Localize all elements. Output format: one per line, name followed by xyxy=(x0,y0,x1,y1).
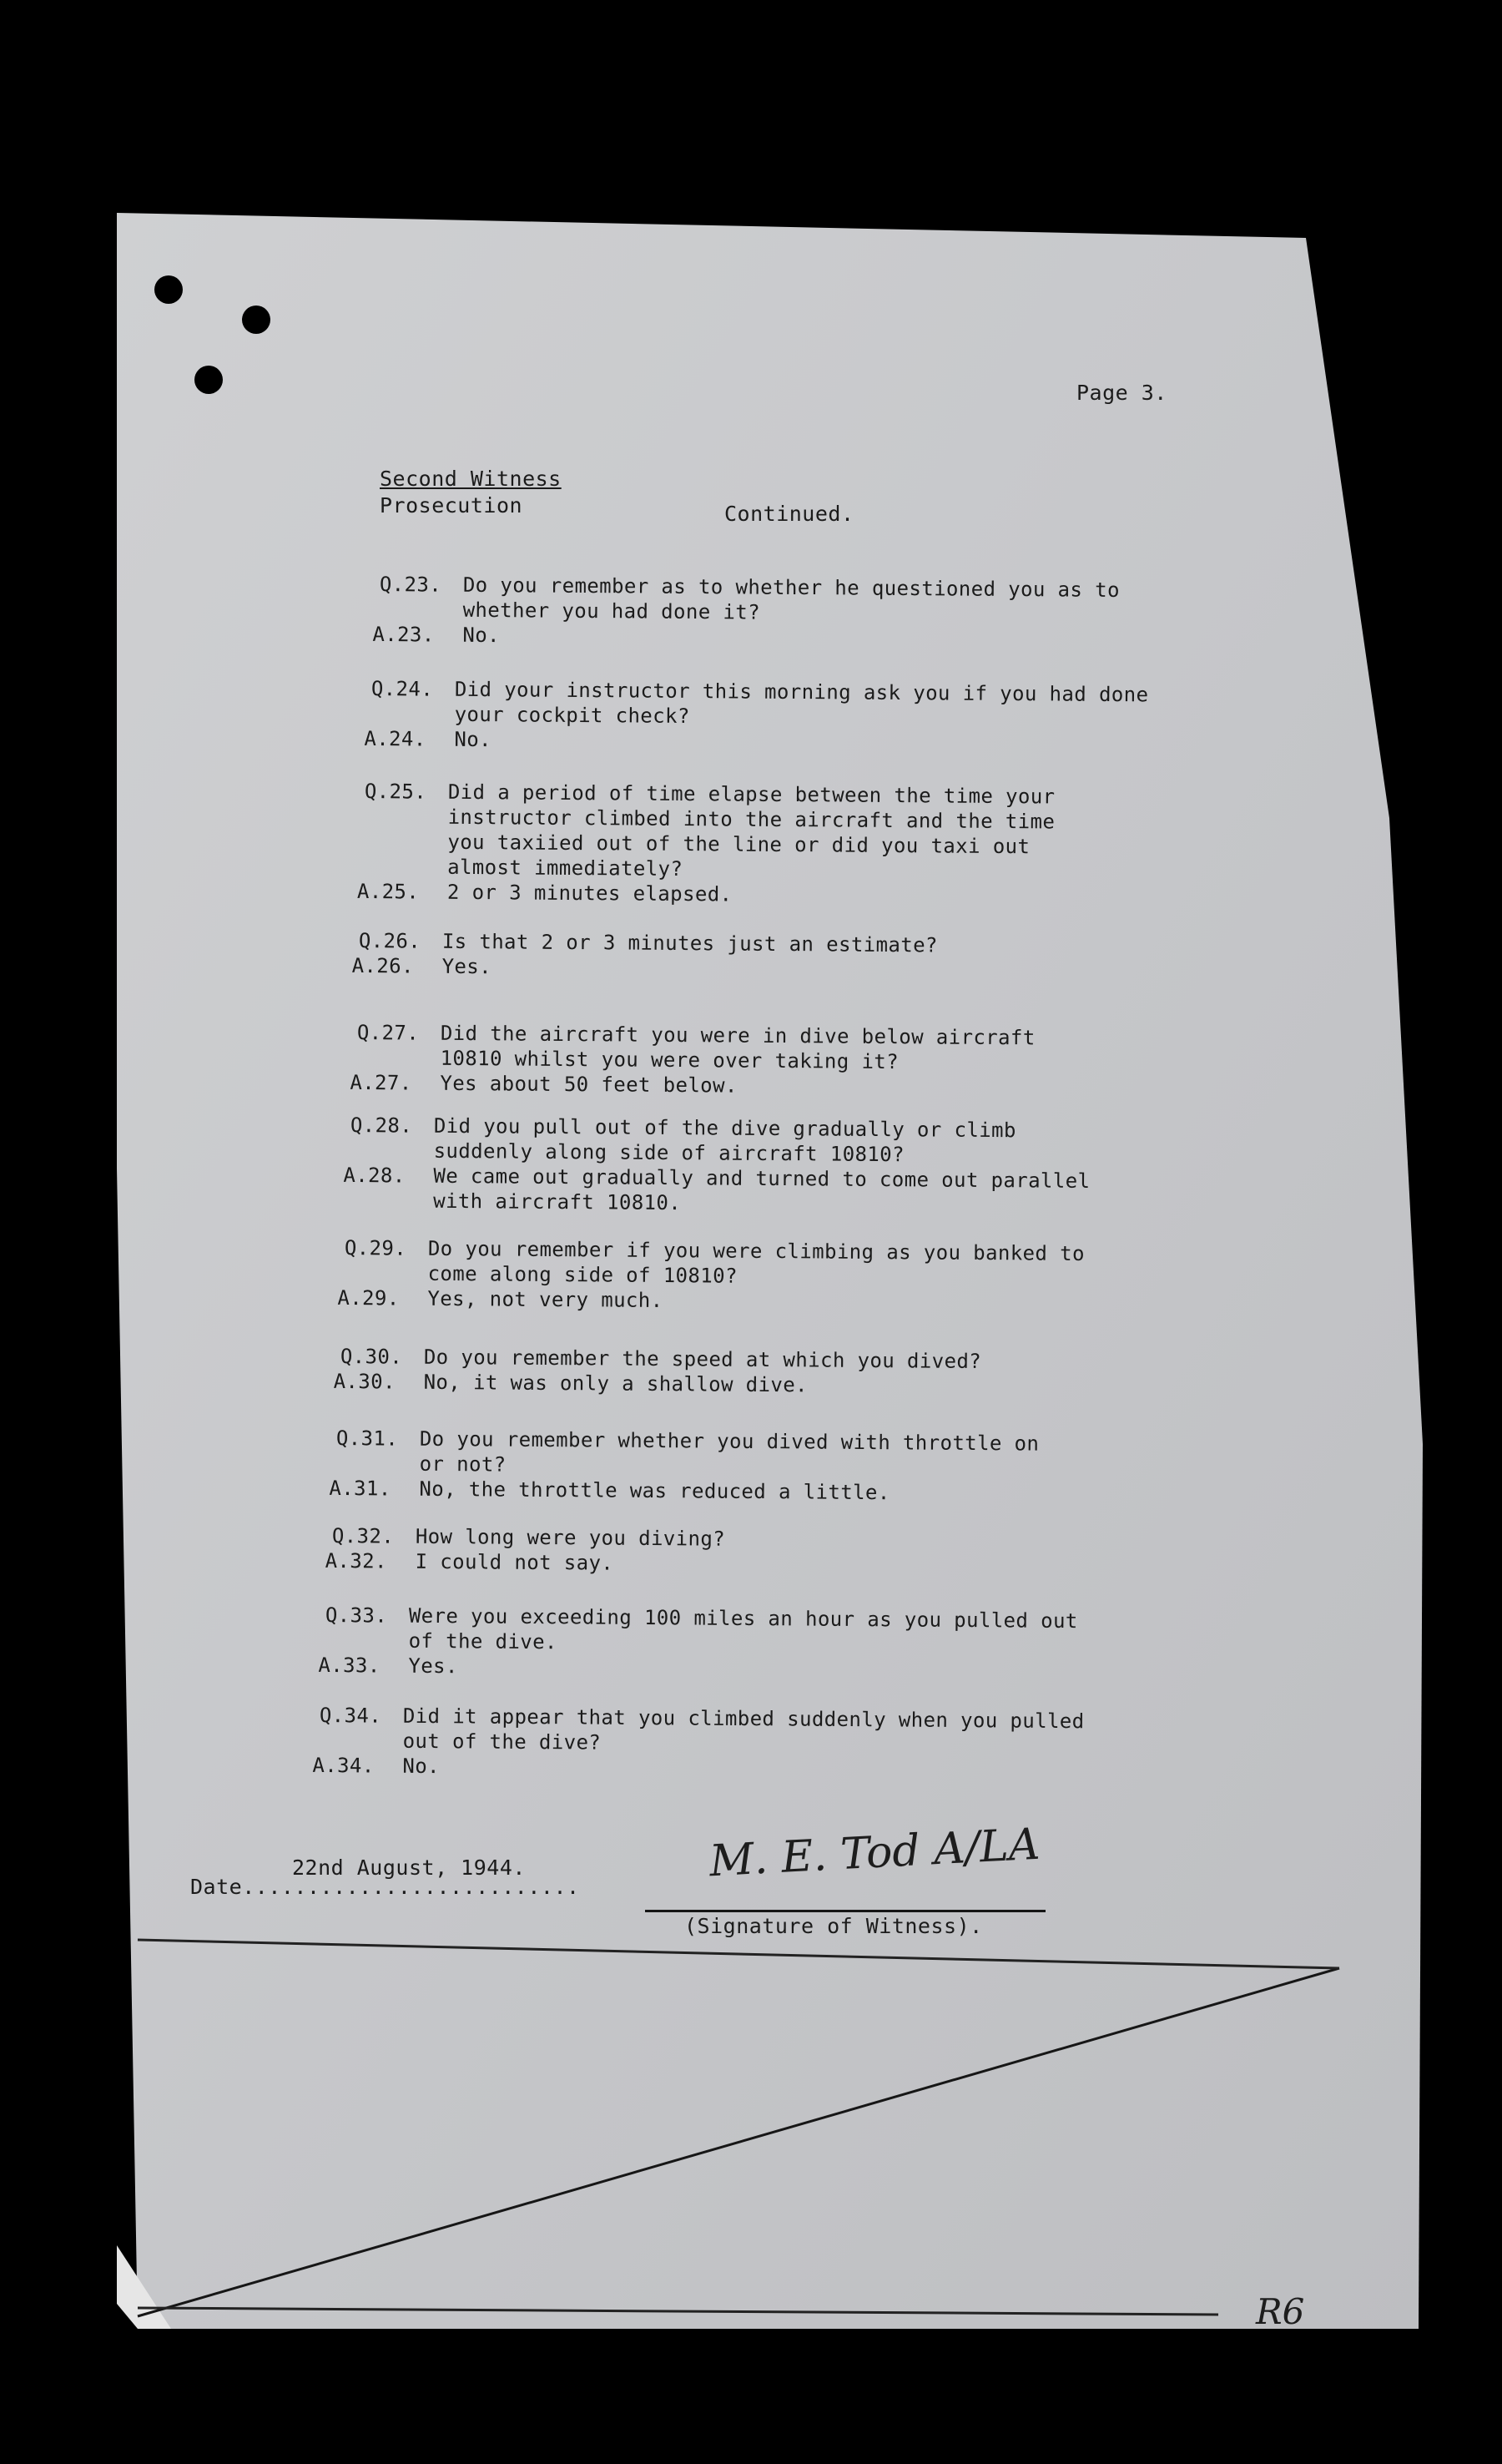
question-text: Did the aircraft you were in dive below aircraft xyxy=(440,1021,1036,1050)
answer-text: Yes. xyxy=(441,954,492,979)
qa-item xyxy=(350,1020,1036,1100)
question-text: Do you remember the speed at which you dived? xyxy=(423,1345,982,1374)
answer-text: I could not say. xyxy=(415,1549,614,1575)
question-text: out of the dive? xyxy=(402,1729,602,1755)
question-label xyxy=(345,1260,428,1286)
answer-row xyxy=(351,953,938,982)
question-text: your cockpit check? xyxy=(454,702,690,728)
question-label xyxy=(350,1138,434,1164)
question-text: Do you remember whether you dived with throttle on xyxy=(419,1426,1040,1456)
question-text: suddenly along side of aircraft 10810? xyxy=(433,1139,905,1167)
punch-hole-icon xyxy=(242,305,270,334)
question-text: How long were you diving? xyxy=(415,1524,726,1551)
answer-label: A.25. xyxy=(356,879,420,904)
signature-line xyxy=(645,1910,1046,1912)
answer-text: No. xyxy=(454,727,492,752)
question-text: instructor climbed into the aircraft and the time xyxy=(447,805,1056,834)
qa-item xyxy=(364,676,1149,757)
qa-item xyxy=(329,1426,1040,1507)
answer-text: We came out gradually and turned to come out parallel xyxy=(433,1164,1091,1193)
answer-text: Yes about 50 feet below. xyxy=(440,1071,738,1098)
question-text: of the dive. xyxy=(408,1628,557,1654)
qa-item xyxy=(333,1344,982,1399)
answer-row xyxy=(350,1070,1035,1100)
answer-text: with aircraft 10810. xyxy=(433,1189,682,1215)
answer-label: A.29. xyxy=(337,1285,400,1310)
question-text: come along side of 10810? xyxy=(427,1261,738,1288)
signature-caption: (Signature of Witness). xyxy=(684,1914,983,1938)
question-label: Q.27. xyxy=(356,1021,420,1045)
answer-label: A.31. xyxy=(329,1476,391,1501)
qa-item xyxy=(356,779,1056,909)
date-value: 22nd August, 1944. xyxy=(292,1856,526,1880)
question-row xyxy=(332,1523,725,1552)
question-label: Q.29. xyxy=(344,1236,407,1260)
question-text: whether you had done it? xyxy=(462,598,761,624)
section-title: Second Witness xyxy=(380,467,562,491)
qa-item xyxy=(312,1703,1085,1784)
question-text: Do you remember as to whether he questioned you as to xyxy=(462,573,1120,602)
qa-item xyxy=(337,1235,1085,1316)
answer-label: A.33. xyxy=(318,1653,381,1678)
answer-label xyxy=(350,1188,433,1214)
question-label xyxy=(371,701,455,727)
answer-label: A.27. xyxy=(350,1070,412,1095)
answer-label: A.23. xyxy=(372,622,435,647)
continued-label: Continued. xyxy=(724,502,854,526)
question-text: Did a period of time elapse between the time your xyxy=(447,780,1056,809)
question-label xyxy=(357,1045,441,1071)
answer-row xyxy=(333,1369,981,1399)
qa-item xyxy=(351,928,938,982)
punch-hole-icon xyxy=(194,366,223,394)
date-label-text: Date xyxy=(190,1875,243,1899)
answer-label: A.28. xyxy=(343,1163,406,1188)
answer-label: A.30. xyxy=(333,1369,396,1394)
qa-item xyxy=(318,1603,1078,1684)
answer-text: Yes, not very much. xyxy=(427,1286,663,1312)
question-label xyxy=(364,829,447,855)
question-label xyxy=(320,1728,403,1754)
answer-text: Yes. xyxy=(408,1654,458,1679)
question-text: 10810 whilst you were over taking it? xyxy=(440,1046,900,1074)
qa-item xyxy=(325,1523,726,1577)
question-text: Did it appear that you climbed suddenly when you pulled xyxy=(402,1704,1085,1734)
answer-label: A.32. xyxy=(325,1548,388,1573)
question-label xyxy=(336,1451,420,1477)
question-text: Is that 2 or 3 minutes just an estimate? xyxy=(441,929,938,957)
signature-text: M. E. Tod A/LA xyxy=(708,1819,1041,1887)
answer-label: A.34. xyxy=(312,1753,375,1778)
qa-item xyxy=(372,572,1120,653)
question-label xyxy=(325,1628,409,1654)
answer-text: No, the throttle was reduced a little. xyxy=(419,1477,890,1505)
answer-text: No. xyxy=(402,1754,441,1779)
qa-item xyxy=(343,1113,1091,1219)
question-text: almost immediately? xyxy=(447,855,683,881)
question-text: Do you remember if you were climbing as you banked to xyxy=(427,1236,1085,1265)
question-label xyxy=(380,597,463,623)
question-text: Did your instructor this morning ask you if you had done xyxy=(454,677,1149,707)
answer-label: A.26. xyxy=(351,953,415,978)
page-number: Page 3. xyxy=(1076,381,1167,405)
question-label: Q.28. xyxy=(350,1113,413,1138)
question-label: Q.34. xyxy=(319,1704,382,1728)
question-label: Q.33. xyxy=(325,1603,388,1628)
question-text: Did you pull out of the dive gradually or climb xyxy=(433,1113,1016,1143)
question-label xyxy=(365,804,448,830)
question-label: Q.32. xyxy=(331,1524,395,1548)
question-label: Q.30. xyxy=(340,1345,403,1369)
answer-label: A.24. xyxy=(364,726,426,751)
section-subtitle: Prosecution xyxy=(380,493,523,518)
question-label: Q.23. xyxy=(379,572,442,597)
answer-text: 2 or 3 minutes elapsed. xyxy=(446,880,733,906)
answer-text: No, it was only a shallow dive. xyxy=(423,1370,809,1397)
question-label: Q.31. xyxy=(335,1426,399,1451)
question-label: Q.25. xyxy=(364,779,427,804)
answer-row xyxy=(325,1548,725,1577)
question-label: Q.26. xyxy=(358,929,421,953)
question-label: Q.24. xyxy=(370,676,434,701)
question-text: or not? xyxy=(419,1452,507,1477)
answer-text: No. xyxy=(462,623,501,648)
corner-mark-text: R6 xyxy=(1256,2291,1305,2332)
corner-mark xyxy=(1256,2291,1304,2332)
question-label xyxy=(364,854,447,880)
question-text: you taxiied out of the line or did you taxi out xyxy=(447,830,1031,859)
question-text: Were you exceeding 100 miles an hour as you pulled out xyxy=(408,1603,1078,1633)
date-dots: .......................... xyxy=(242,1875,580,1899)
punch-hole-icon xyxy=(154,275,183,304)
